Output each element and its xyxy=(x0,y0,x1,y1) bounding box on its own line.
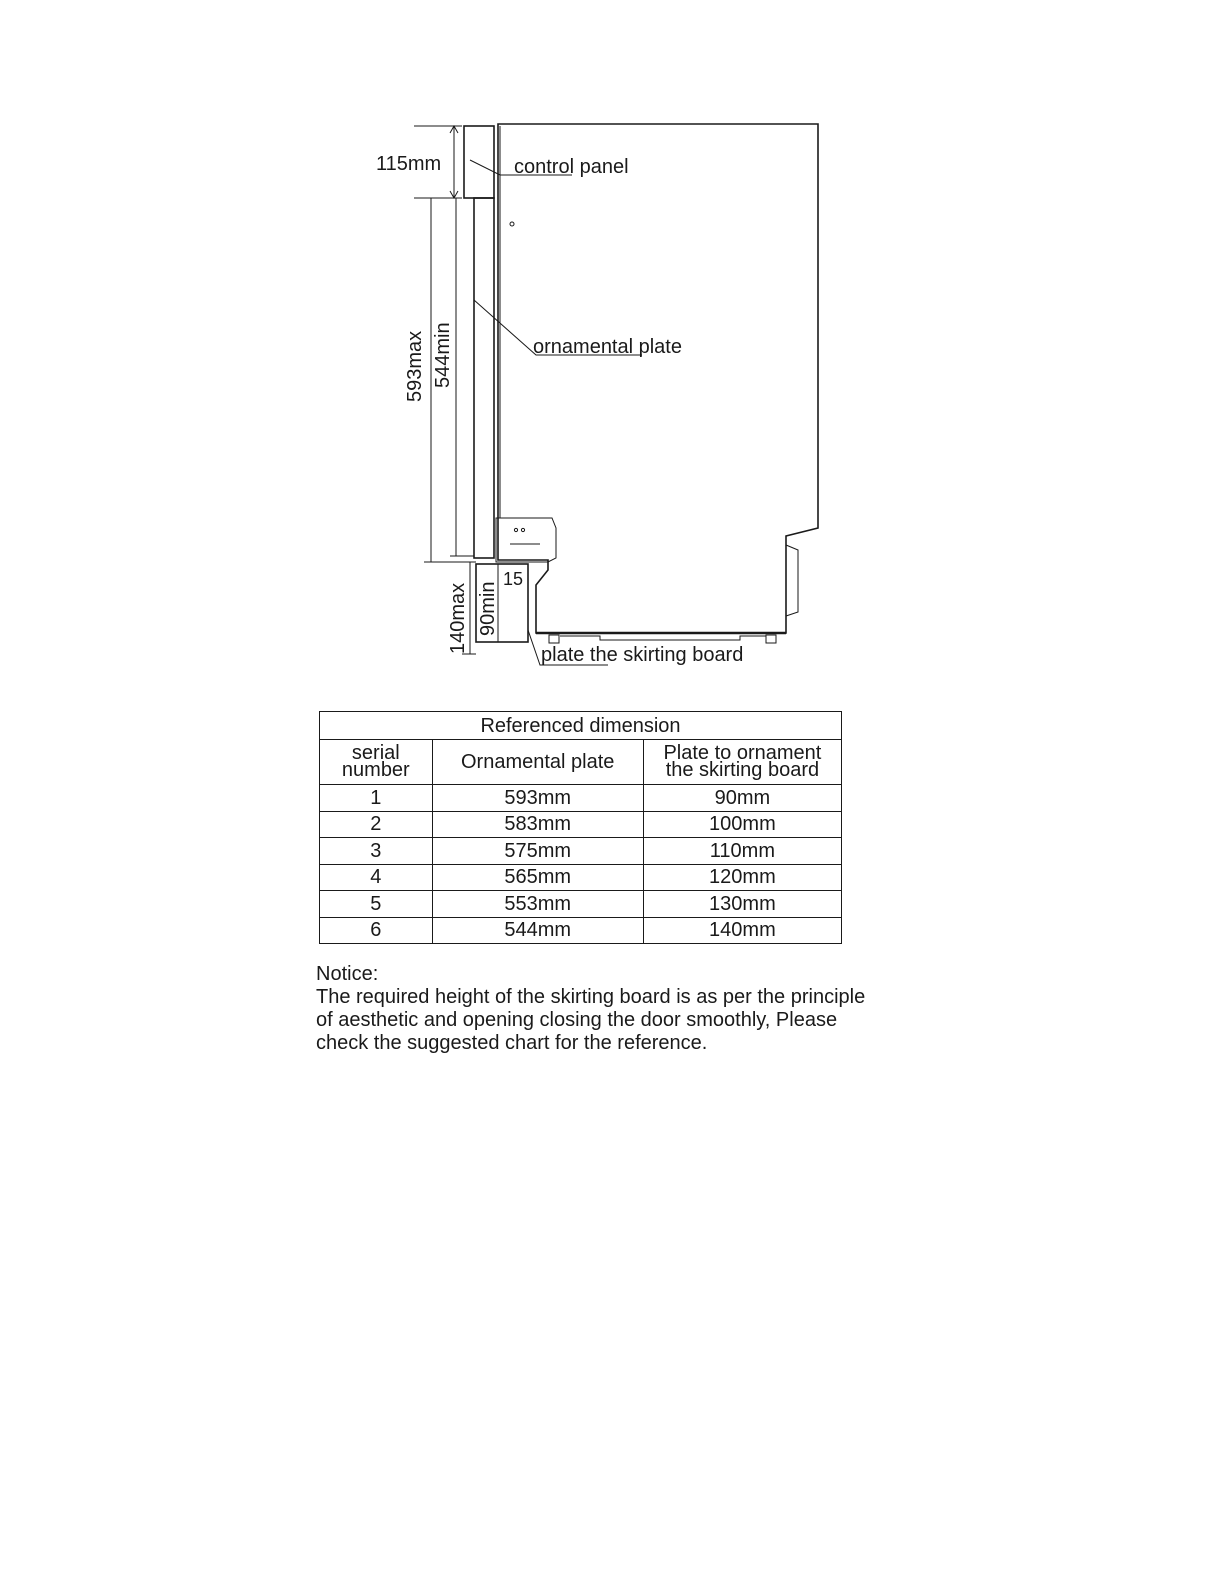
cell-skirting: 120mm xyxy=(643,864,841,891)
table-header-row xyxy=(320,740,842,785)
dim-140-label: 140max xyxy=(447,582,469,654)
notice-line: check the suggested chart for the reference. xyxy=(316,1032,708,1054)
base-pan xyxy=(560,636,766,640)
table-row xyxy=(320,838,842,865)
cell-ornamental: 553mm xyxy=(432,891,643,918)
foot-right xyxy=(766,635,776,643)
notice-line: The required height of the skirting board is as per the principle xyxy=(316,986,866,1008)
reference-dimension-table xyxy=(319,711,842,944)
notice-line: of aesthetic and opening closing the door smoothly, Please xyxy=(316,1009,838,1031)
notice-section xyxy=(316,963,956,1055)
skirting-board-label: plate the skirting board xyxy=(541,644,744,666)
cell-ornamental: 544mm xyxy=(432,917,643,944)
hinge-dot xyxy=(521,528,524,531)
hinge-block xyxy=(496,518,556,562)
appliance-body xyxy=(498,124,818,633)
foot-left xyxy=(549,635,559,643)
cell-serial: 3 xyxy=(320,838,433,865)
table-row xyxy=(320,891,842,918)
cell-skirting: 90mm xyxy=(643,785,841,812)
ornamental-plate-shape xyxy=(474,198,494,558)
cell-ornamental: 575mm xyxy=(432,838,643,865)
header-ornamental-plate: Ornamental plate xyxy=(432,740,643,785)
rear-recess xyxy=(786,545,798,616)
dim-115-label: 115mm xyxy=(376,153,442,175)
cell-skirting: 140mm xyxy=(643,917,841,944)
table-title: Referenced dimension xyxy=(320,712,842,740)
notice-title: Notice: xyxy=(316,963,379,985)
cell-ornamental: 593mm xyxy=(432,785,643,812)
dim-90-label: 90min xyxy=(477,581,499,636)
cell-skirting: 100mm xyxy=(643,811,841,838)
cell-ornamental: 565mm xyxy=(432,864,643,891)
cell-serial: 4 xyxy=(320,864,433,891)
table-row xyxy=(320,917,842,944)
cell-serial: 6 xyxy=(320,917,433,944)
dim-593-label: 593max xyxy=(404,330,426,402)
control-panel-shape xyxy=(464,126,494,198)
dim-544-label: 544min xyxy=(432,322,454,388)
table-row xyxy=(320,785,842,812)
door-screw xyxy=(510,222,514,226)
cell-ornamental: 583mm xyxy=(432,811,643,838)
table-row xyxy=(320,864,842,891)
header-plate-skirting: Plate to ornament the skirting board xyxy=(643,740,841,785)
cell-serial: 1 xyxy=(320,785,433,812)
cell-skirting: 110mm xyxy=(643,838,841,865)
table-row xyxy=(320,811,842,838)
cell-serial: 2 xyxy=(320,811,433,838)
installation-diagram xyxy=(0,0,1224,700)
hinge-dot xyxy=(514,528,517,531)
dim-15-label: 15 xyxy=(503,569,524,589)
cell-serial: 5 xyxy=(320,891,433,918)
cell-skirting: 130mm xyxy=(643,891,841,918)
table-title-row xyxy=(320,712,842,740)
header-serial-number: serial number xyxy=(320,740,433,785)
ornamental-plate-label: ornamental plate xyxy=(533,336,682,358)
control-panel-label: control panel xyxy=(514,156,629,178)
